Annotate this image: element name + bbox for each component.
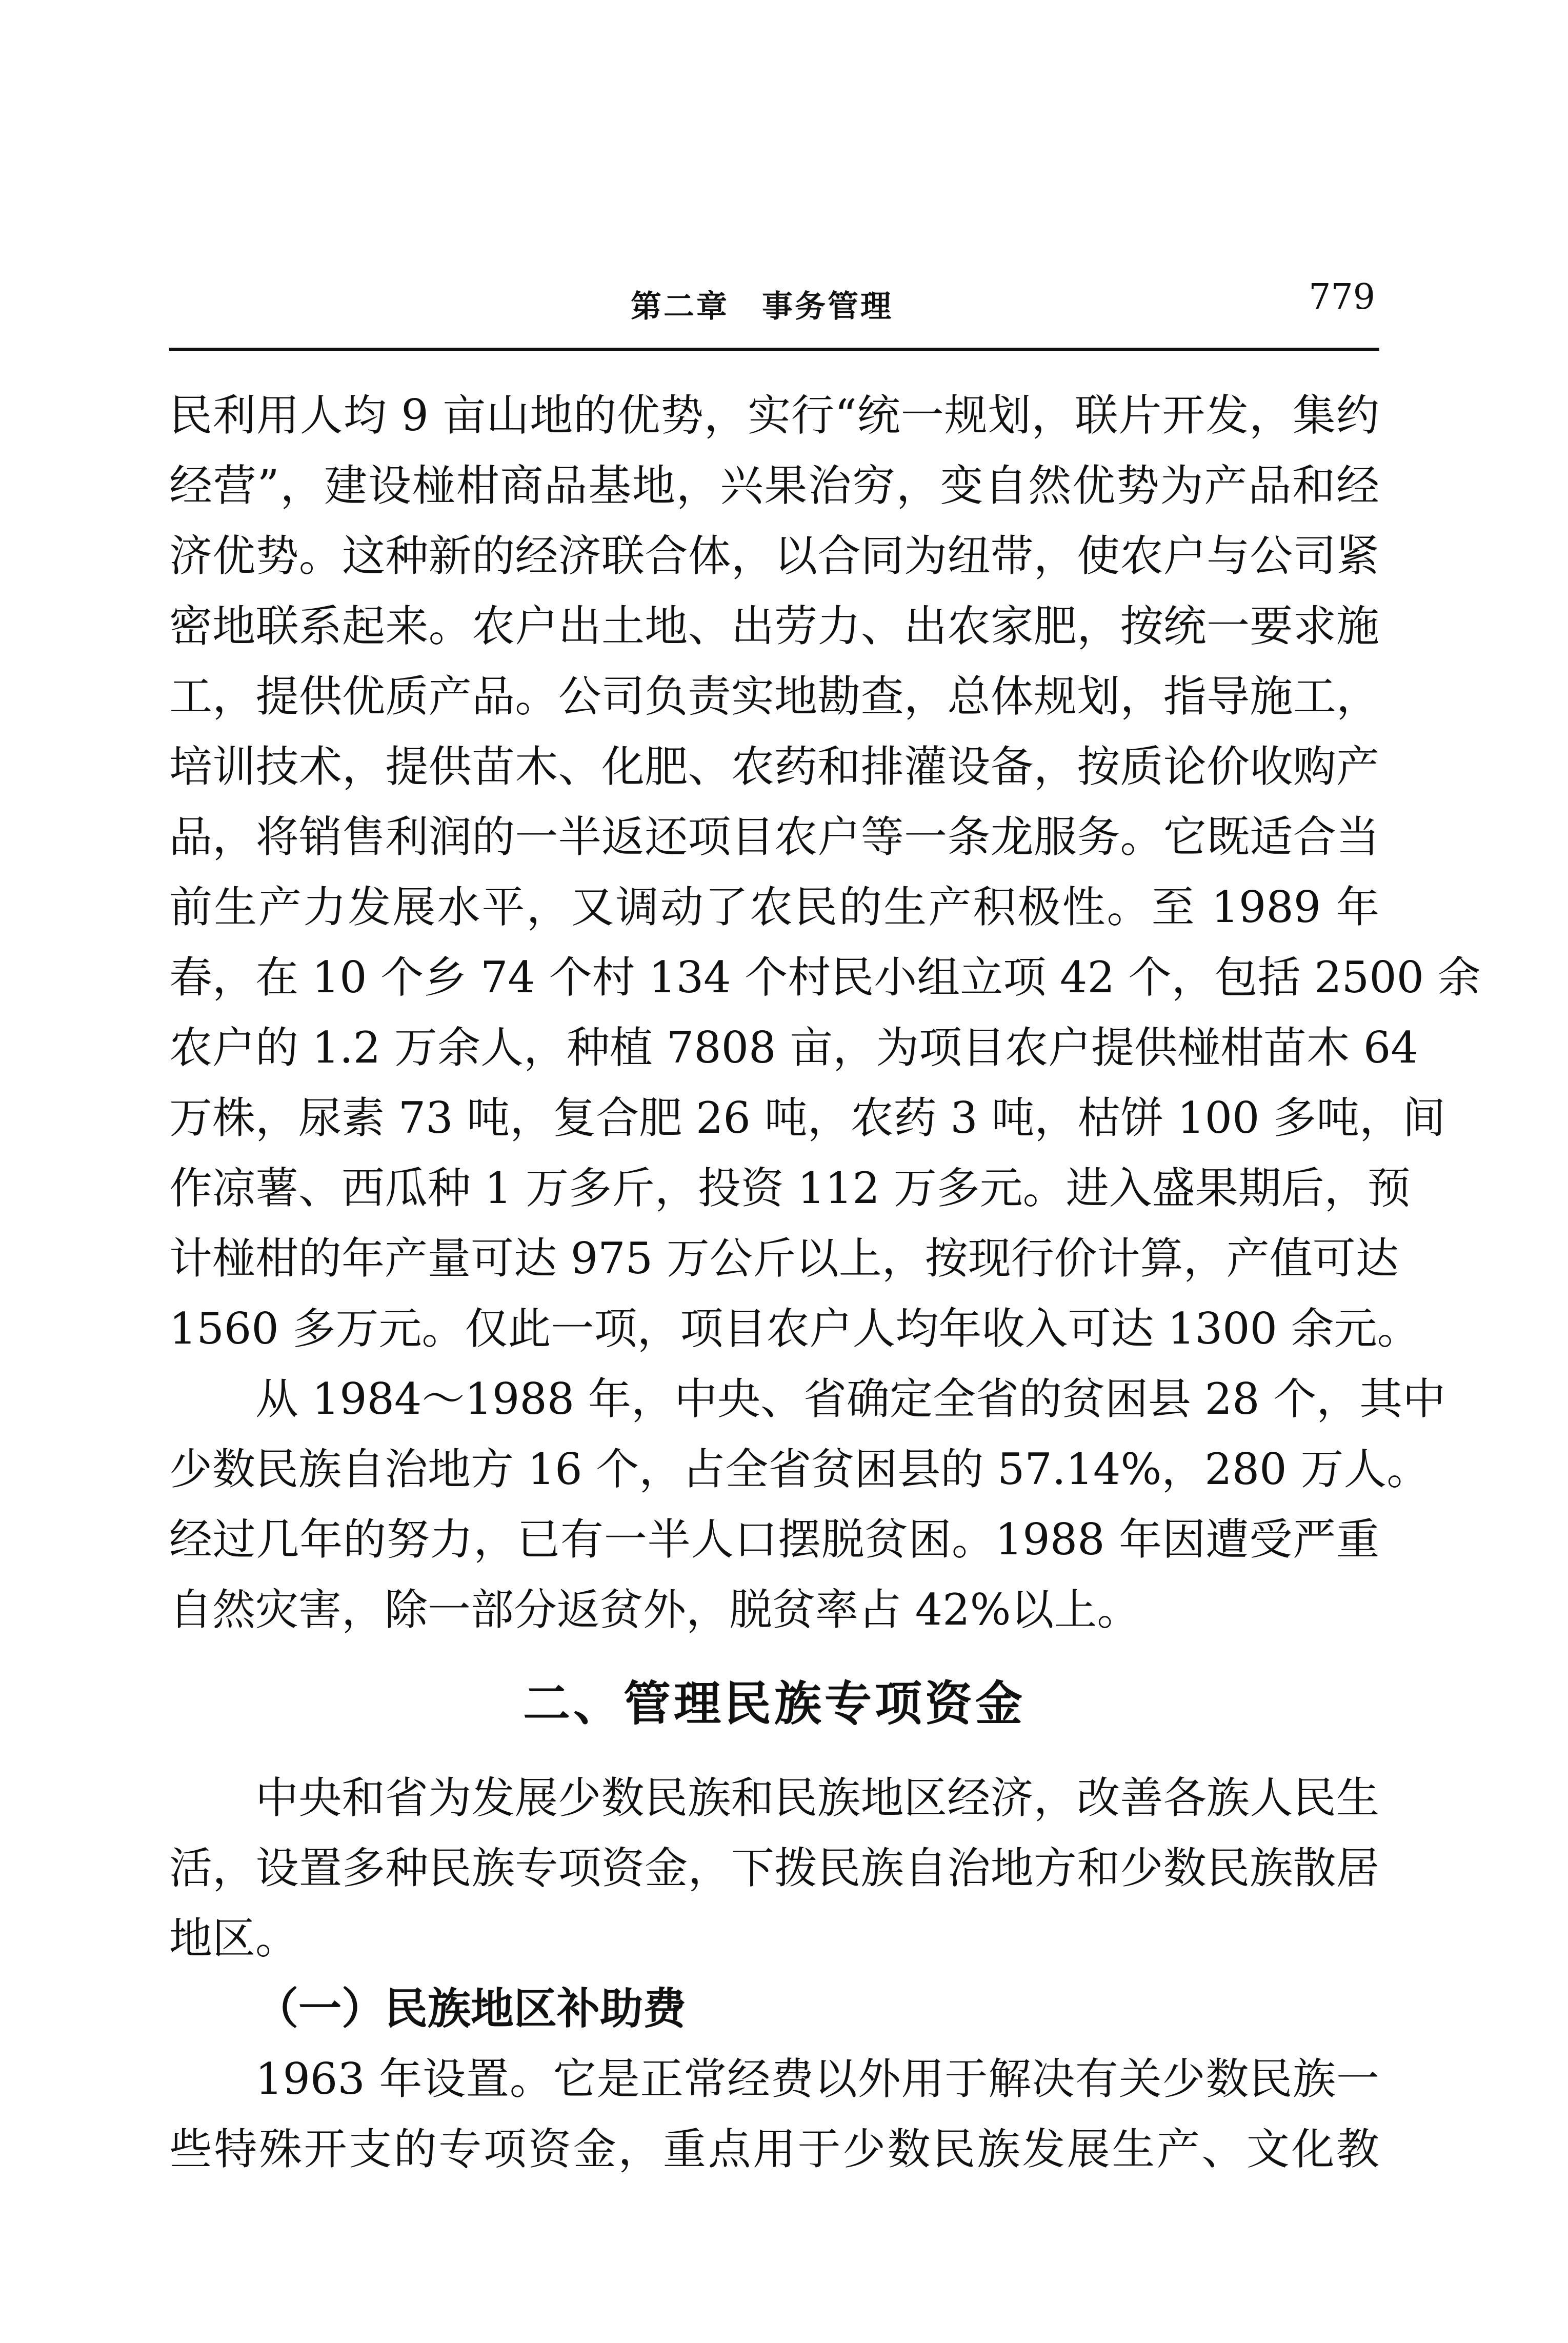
running-head [169, 272, 1379, 328]
paragraph-3 [169, 1763, 1379, 1974]
text-line: 从 1984～1988 年，中央、省确定全省的贫困县 28 个，其中 [255, 1374, 1446, 1424]
text-line: 品，将销售利润的一半返还项目农户等一条龙服务。它既适合当 [169, 812, 1379, 862]
text-line: 经过几年的努力，已有一半人口摆脱贫困。1988 年因遭受严重 [169, 1514, 1379, 1565]
text-line: 农户的 1.2 万余人，种植 7808 亩，为项目农户提供椪柑苗木 64 [169, 1023, 1418, 1073]
text-line: 工，提供优质产品。公司负责实地勘查，总体规划，指导施工， [169, 671, 1379, 722]
text-line: 少数民族自治地方 16 个，占全省贫困县的 57.14%，280 万人。 [169, 1444, 1430, 1494]
text-line: 1963 年设置。它是正常经费以外用于解决有关少数民族一 [255, 2054, 1379, 2104]
body-text [169, 381, 1481, 2185]
text-line: 作凉薯、西瓜种 1 万多斤，投资 112 万多元。进入盛果期后，预 [169, 1163, 1411, 1213]
text-line: 培训技术，提供苗木、化肥、农药和排灌设备，按质论价收购产 [169, 742, 1379, 792]
text-line: 民利用人均 9 亩山地的优势，实行“统一规划，联片开发，集约 [169, 390, 1379, 440]
page-number: 779 [1309, 277, 1375, 317]
text-line: 活，设置多种民族专项资金，下拨民族自治地方和少数民族散居 [169, 1843, 1379, 1893]
text-line: 计椪柑的年产量可达 975 万公斤以上，按现行价计算，产值可达 [169, 1233, 1399, 1284]
text-line: 密地联系起来。农户出土地、出劳力、出农家肥，按统一要求施 [169, 601, 1379, 651]
chapter-title: 第二章 事务管理 [631, 289, 893, 325]
header-rule [169, 348, 1379, 351]
text-line: 前生产力发展水平，又调动了农民的生产积极性。至 1989 年 [169, 882, 1379, 932]
text-line: 些特殊开支的专项资金，重点用于少数民族发展生产、文化教 [169, 2124, 1379, 2174]
text-line: 自然灾害，除一部分返贫外，脱贫率占 42%以上。 [169, 1585, 1140, 1635]
text-line: 中央和省为发展少数民族和民族地区经济，改善各族人民生 [255, 1773, 1379, 1823]
text-line: 1560 多万元。仅此一项，项目农户人均年收入可达 1300 余元。 [169, 1304, 1420, 1354]
text-line: 万株，尿素 73 吨，复合肥 26 吨，农药 3 吨，枯饼 100 多吨，间 [169, 1093, 1446, 1143]
text-line: 济优势。这种新的经济联合体，以合同为纽带，使农户与公司紧 [169, 531, 1379, 581]
paragraph-2 [169, 1364, 1446, 1645]
text-line: 经营”，建设椪柑商品基地，兴果治穷，变自然优势为产品和经 [169, 460, 1379, 511]
paragraph-4 [169, 2044, 1379, 2185]
text-line: 春，在 10 个乡 74 个村 134 个村民小组立项 42 个，包括 2500 余 [169, 952, 1481, 1003]
subsection-heading: （一）民族地区补助费 [255, 1984, 687, 2034]
section-heading: 二、管理民族专项资金 [522, 1676, 1026, 1731]
text-line: 地区。 [169, 1913, 299, 1964]
paragraph-1 [169, 381, 1481, 1364]
